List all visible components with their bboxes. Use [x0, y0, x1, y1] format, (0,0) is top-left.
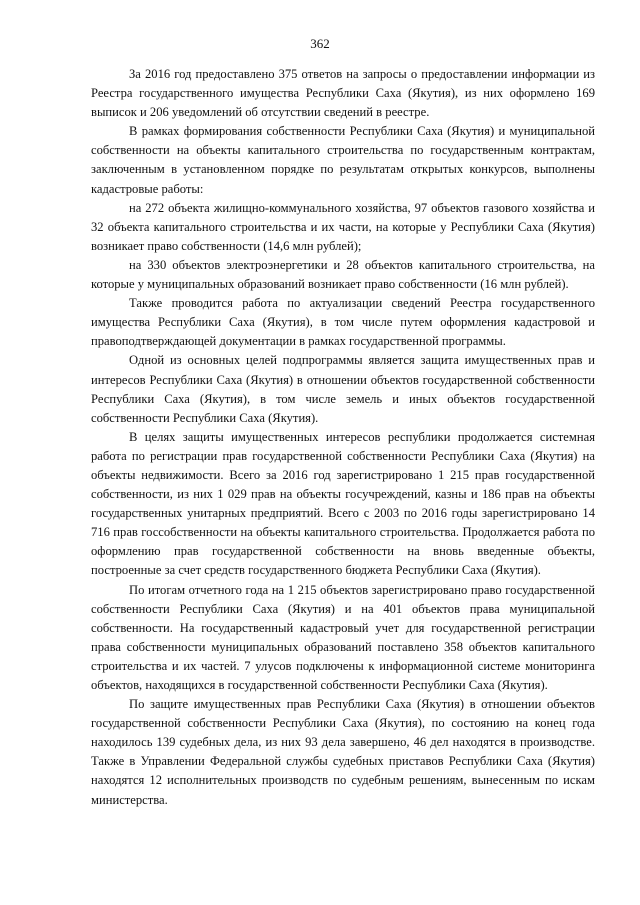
- paragraph-8: По итогам отчетного года на 1 215 объектов зарегистрировано право государственной собственности Республики Саха (Якутия) и на 401 объектов права муниципальной собственности. На государственный кадастровый учет для государственной регистрации права собственности муниципальных образований поставлено 358 объектов капитального строительства и их частей. 7 улусов подключены к информационной системе мониторинга объектов, находящихся в государственной собственности Республики Саха (Якутия).: [91, 582, 595, 692]
- paragraph-2: В рамках формирования собственности Республики Саха (Якутия) и муниципальной собственности на объекты капитального строительства по государственным контрактам, заключенным в установленном порядке по результатам открытых конкурсов, выполнены кадастровые работы:: [91, 124, 595, 196]
- paragraph-3: на 272 объекта жилищно-коммунального хозяйства, 97 объектов газового хозяйства и 32 объекта капитального строительства и их части, на которые у Республики Саха (Якутия) возникает право собственности (14,6 млн рублей);: [91, 200, 595, 253]
- paragraph-6: Одной из основных целей подпрограммы является защита имущественных прав и интересов Республики Саха (Якутия) в отношении объектов государственной собственности Республики Саха (Якутия), в том числе земель и иных объектов государственной собственности Республики Саха (Якутия).: [91, 353, 595, 425]
- paragraph-5: Также проводится работа по актуализации сведений Реестра государственного имущества Республики Саха (Якутия), в том числе путем оформления кадастровой и правоподтверждающей документации в рамках государственной программы.: [91, 296, 595, 349]
- paragraph-7: В целях защиты имущественных интересов республики продолжается системная работа по регистрации прав государственной собственности Республики Саха (Якутия) на объекты недвижимости. Всего за 2016 год зарегистрировано 1 215 прав государственной собственности, из них 1 029 прав на объекты госучреждений, казны и 186 прав на объекты государственных унитарных предприятий. Всего с 2003 по 2016 годы зарегистрировано 14 716 прав госсобственности на объекты капитального строительства. Продолжается работа по оформлению прав государственной собственности на вновь введенные объекты, построенные за счет средств государственного бюджета Республики Саха (Якутия).: [91, 429, 595, 578]
- page-number: 362: [310, 36, 330, 51]
- paragraph-9: По защите имущественных прав Республики Саха (Якутия) в отношении объектов государственной собственности Республики Саха (Якутия), по состоянию на конец года находилось 139 судебных дела, из них 93 дела завершено, 46 дел находятся в производстве. Также в Управлении Федеральной службы судебных приставов Республики Саха (Якутия) находятся 12 исполнительных производств по судебным решениям, вынесенным по искам министерства.: [91, 697, 595, 807]
- document-body: [91, 65, 595, 810]
- paragraph-4: на 330 объектов электроэнергетики и 28 объектов капитального строительства, на которые у муниципальных образований возникает право собственности (16 млн рублей).: [91, 257, 595, 292]
- paragraph-1: За 2016 год предоставлено 375 ответов на запросы о предоставлении информации из Реестра государственного имущества Республики Саха (Якутия), из них оформлено 169 выписок и 206 уведомлений об отсутствии сведений в реестре.: [91, 67, 595, 120]
